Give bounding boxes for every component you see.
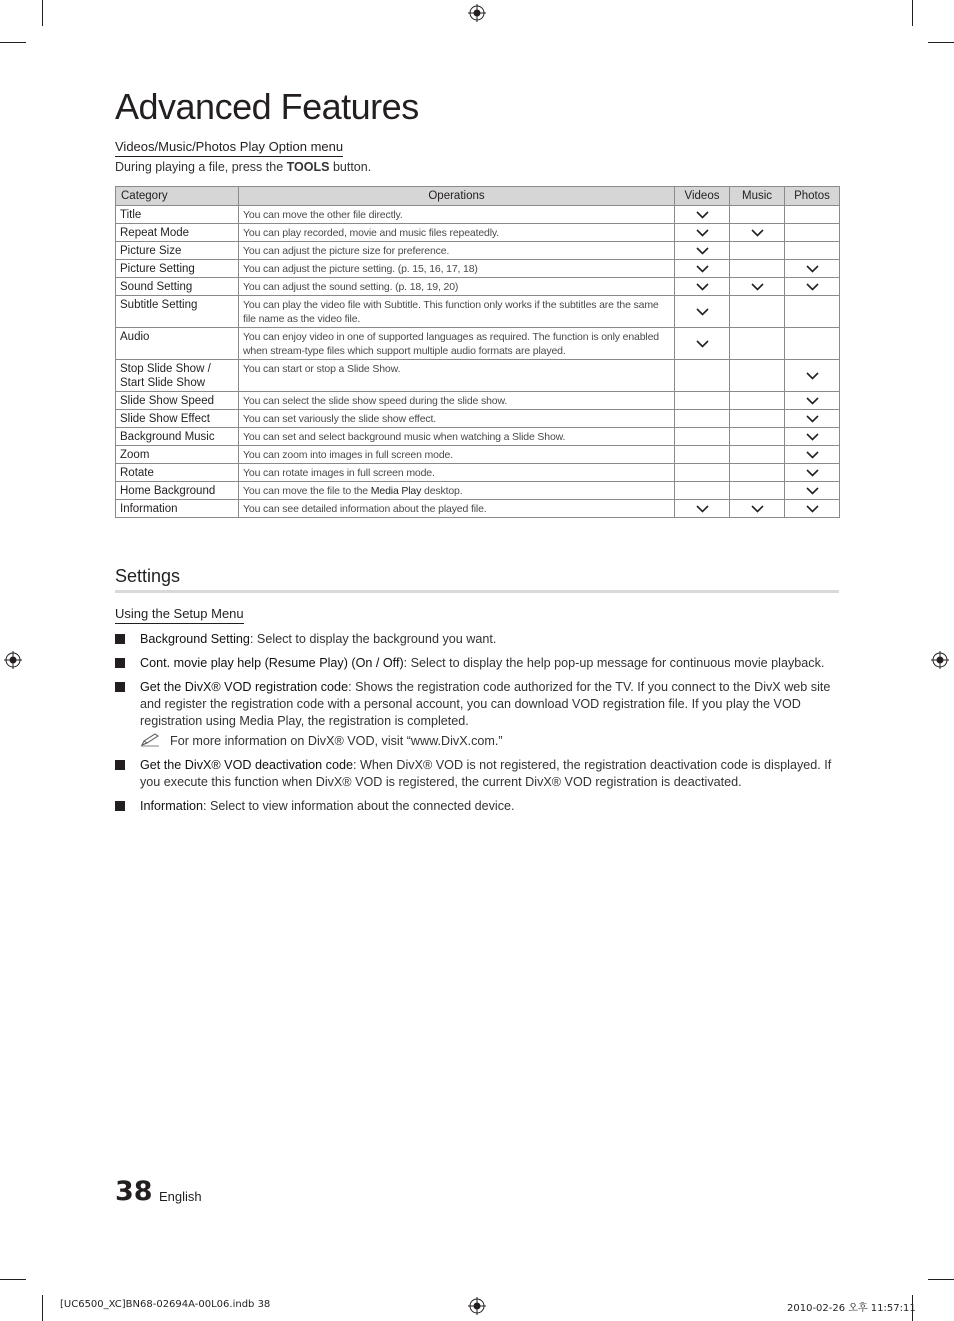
divx-note xyxy=(140,733,839,750)
chevron-check-icon xyxy=(785,433,839,441)
table-body xyxy=(116,206,840,518)
setting-term: Background Setting xyxy=(140,632,250,646)
pencil-note-icon xyxy=(140,733,160,747)
music-cell xyxy=(730,360,785,392)
category-cell: Title xyxy=(116,206,239,224)
photos-cell xyxy=(785,500,840,518)
crop-mark xyxy=(42,1295,43,1321)
chevron-check-icon xyxy=(785,505,839,513)
music-cell xyxy=(730,328,785,360)
videos-cell xyxy=(675,446,730,464)
chevron-check-icon xyxy=(785,283,839,291)
category-cell: Picture Size xyxy=(116,242,239,260)
list-item xyxy=(115,631,839,648)
operation-text: You can move the file to the xyxy=(243,485,371,497)
photos-cell xyxy=(785,296,840,328)
photos-cell xyxy=(785,428,840,446)
chevron-check-icon xyxy=(785,415,839,423)
play-option-table xyxy=(115,186,840,518)
photos-cell xyxy=(785,328,840,360)
table-row xyxy=(116,500,840,518)
music-cell xyxy=(730,464,785,482)
table-row xyxy=(116,410,840,428)
chevron-check-icon xyxy=(675,308,729,316)
intro-text-end: button. xyxy=(329,160,372,174)
col-header-operations: Operations xyxy=(239,187,675,206)
category-cell: Rotate xyxy=(116,464,239,482)
col-header-music: Music xyxy=(730,187,785,206)
chevron-check-icon xyxy=(675,211,729,219)
music-cell xyxy=(730,242,785,260)
chevron-check-icon xyxy=(785,451,839,459)
square-bullet-icon xyxy=(115,682,125,692)
chevron-check-icon xyxy=(730,283,784,291)
videos-cell xyxy=(675,206,730,224)
music-cell xyxy=(730,500,785,518)
music-cell xyxy=(730,260,785,278)
note-text: For more information on DivX® VOD, visit “www.DivX.com.” xyxy=(170,734,503,748)
page-language: English xyxy=(159,1189,202,1204)
category-cell: Sound Setting xyxy=(116,278,239,296)
operation-cell: You can enjoy video in one of supported languages as required. The function is only enabled when stream-type files which support multiple audio formats are played. xyxy=(239,328,675,360)
category-cell: Slide Show Speed xyxy=(116,392,239,410)
chevron-check-icon xyxy=(785,487,839,495)
photos-cell xyxy=(785,464,840,482)
list-item xyxy=(115,757,839,791)
category-cell: Stop Slide Show / Start Slide Show xyxy=(116,360,239,392)
setting-description: : Select to view information about the connected device. xyxy=(203,799,515,813)
table-row xyxy=(116,464,840,482)
music-cell xyxy=(730,224,785,242)
music-cell xyxy=(730,278,785,296)
settings-title: Settings xyxy=(115,566,839,593)
chevron-check-icon xyxy=(785,265,839,273)
crop-mark xyxy=(928,42,954,43)
category-cell: Zoom xyxy=(116,446,239,464)
photos-cell xyxy=(785,224,840,242)
square-bullet-icon xyxy=(115,801,125,811)
videos-cell xyxy=(675,428,730,446)
videos-cell xyxy=(675,328,730,360)
operation-cell: You can adjust the picture size for preference. xyxy=(239,242,675,260)
operation-cell: You can set variously the slide show effect. xyxy=(239,410,675,428)
square-bullet-icon xyxy=(115,760,125,770)
operation-cell: You can adjust the sound setting. (p. 18, 19, 20) xyxy=(239,278,675,296)
videos-cell xyxy=(675,278,730,296)
table-row xyxy=(116,328,840,360)
col-header-videos: Videos xyxy=(675,187,730,206)
photos-cell xyxy=(785,360,840,392)
operation-cell xyxy=(239,482,675,500)
music-cell xyxy=(730,296,785,328)
crop-mark xyxy=(912,0,913,26)
music-cell xyxy=(730,482,785,500)
videos-cell xyxy=(675,260,730,278)
photos-cell xyxy=(785,392,840,410)
category-cell: Subtitle Setting xyxy=(116,296,239,328)
list-item xyxy=(115,679,839,750)
square-bullet-icon xyxy=(115,634,125,644)
operation-emphasis: Media Play xyxy=(370,485,422,497)
settings-list xyxy=(115,631,839,822)
videos-cell xyxy=(675,360,730,392)
category-cell: Repeat Mode xyxy=(116,224,239,242)
page-title: Advanced Features xyxy=(115,86,419,127)
setting-description: : Select to display the help pop-up message for continuous movie playback. xyxy=(403,656,825,670)
operation-cell: You can see detailed information about the played file. xyxy=(239,500,675,518)
registration-mark-icon xyxy=(468,4,486,22)
tools-key: TOOLS xyxy=(286,160,330,174)
music-cell xyxy=(730,410,785,428)
chevron-check-icon xyxy=(675,283,729,291)
table-row xyxy=(116,278,840,296)
table-row xyxy=(116,428,840,446)
page-number: 38 xyxy=(115,1176,153,1207)
table-header-row xyxy=(116,187,840,206)
operation-cell: You can rotate images in full screen mode. xyxy=(239,464,675,482)
operation-cell: You can select the slide show speed during the slide show. xyxy=(239,392,675,410)
photos-cell xyxy=(785,206,840,224)
crop-mark xyxy=(928,1279,954,1280)
chevron-check-icon xyxy=(675,229,729,237)
operation-text-end: desktop. xyxy=(421,485,463,497)
operation-cell: You can play recorded, movie and music files repeatedly. xyxy=(239,224,675,242)
table-row xyxy=(116,206,840,224)
crop-mark xyxy=(42,0,43,26)
operation-cell: You can adjust the picture setting. (p. 15, 16, 17, 18) xyxy=(239,260,675,278)
chevron-check-icon xyxy=(785,397,839,405)
col-header-photos: Photos xyxy=(785,187,840,206)
table-row xyxy=(116,296,840,328)
registration-mark-icon xyxy=(931,651,949,669)
videos-cell xyxy=(675,410,730,428)
operation-cell: You can zoom into images in full screen mode. xyxy=(239,446,675,464)
registration-mark-icon xyxy=(468,1297,486,1315)
crop-mark xyxy=(0,1279,26,1280)
setting-description: : Select to display the background you want. xyxy=(249,632,497,646)
category-cell: Picture Setting xyxy=(116,260,239,278)
category-cell: Background Music xyxy=(116,428,239,446)
chevron-check-icon xyxy=(675,247,729,255)
category-cell: Audio xyxy=(116,328,239,360)
setting-term: Get the DivX® VOD deactivation code xyxy=(140,758,353,772)
setting-term: Cont. movie play help (Resume Play) (On / Off) xyxy=(140,656,404,670)
chevron-check-icon xyxy=(785,469,839,477)
photos-cell xyxy=(785,278,840,296)
photos-cell xyxy=(785,410,840,428)
footer-timestamp: 2010-02-26 오후 11:57:11 xyxy=(787,1303,916,1314)
crop-mark xyxy=(0,42,26,43)
category-cell: Information xyxy=(116,500,239,518)
col-header-category: Category xyxy=(116,187,239,206)
setting-description: : Shows the registration code authorized for the TV. If you connect to the DivX web site and register the registration code with a personal account, you can download VOD registration file. If you play the VOD registration using Media Play, the registration is completed. xyxy=(140,680,831,728)
videos-cell xyxy=(675,224,730,242)
videos-cell xyxy=(675,482,730,500)
intro-text: During playing a file, press the xyxy=(115,160,287,174)
play-option-intro xyxy=(115,160,371,174)
play-option-heading: Videos/Music/Photos Play Option menu xyxy=(115,139,343,157)
photos-cell xyxy=(785,482,840,500)
chevron-check-icon xyxy=(675,340,729,348)
music-cell xyxy=(730,446,785,464)
photos-cell xyxy=(785,242,840,260)
videos-cell xyxy=(675,500,730,518)
photos-cell xyxy=(785,446,840,464)
table-row xyxy=(116,446,840,464)
setup-menu-subheading: Using the Setup Menu xyxy=(115,606,244,624)
setting-description: : When DivX® VOD is not registered, the registration deactivation code is displayed. If you execute this function when DivX® VOD is registered, the current DivX® VOD registration is deactivated. xyxy=(140,758,832,789)
table-row xyxy=(116,392,840,410)
videos-cell xyxy=(675,296,730,328)
chevron-check-icon xyxy=(730,229,784,237)
category-cell: Home Background xyxy=(116,482,239,500)
operation-cell: You can start or stop a Slide Show. xyxy=(239,360,675,392)
operation-cell: You can set and select background music when watching a Slide Show. xyxy=(239,428,675,446)
table-row xyxy=(116,260,840,278)
chevron-check-icon xyxy=(730,505,784,513)
footer-file-info: [UC6500_XC]BN68-02694A-00L06.indb 38 xyxy=(60,1299,271,1310)
setting-term: Information xyxy=(140,799,203,813)
chevron-check-icon xyxy=(675,505,729,513)
list-item xyxy=(115,655,839,672)
registration-mark-icon xyxy=(4,651,22,669)
table-row xyxy=(116,482,840,500)
setting-term: Get the DivX® VOD registration code xyxy=(140,680,349,694)
videos-cell xyxy=(675,392,730,410)
list-item xyxy=(115,798,839,815)
music-cell xyxy=(730,392,785,410)
category-cell: Slide Show Effect xyxy=(116,410,239,428)
operation-cell: You can play the video file with Subtitle. This function only works if the subtitles are the same file name as the video file. xyxy=(239,296,675,328)
operation-cell: You can move the other file directly. xyxy=(239,206,675,224)
music-cell xyxy=(730,206,785,224)
table-row xyxy=(116,360,840,392)
photos-cell xyxy=(785,260,840,278)
videos-cell xyxy=(675,464,730,482)
table-row xyxy=(116,242,840,260)
music-cell xyxy=(730,428,785,446)
table-row xyxy=(116,224,840,242)
videos-cell xyxy=(675,242,730,260)
chevron-check-icon xyxy=(675,265,729,273)
chevron-check-icon xyxy=(785,372,839,380)
square-bullet-icon xyxy=(115,658,125,668)
